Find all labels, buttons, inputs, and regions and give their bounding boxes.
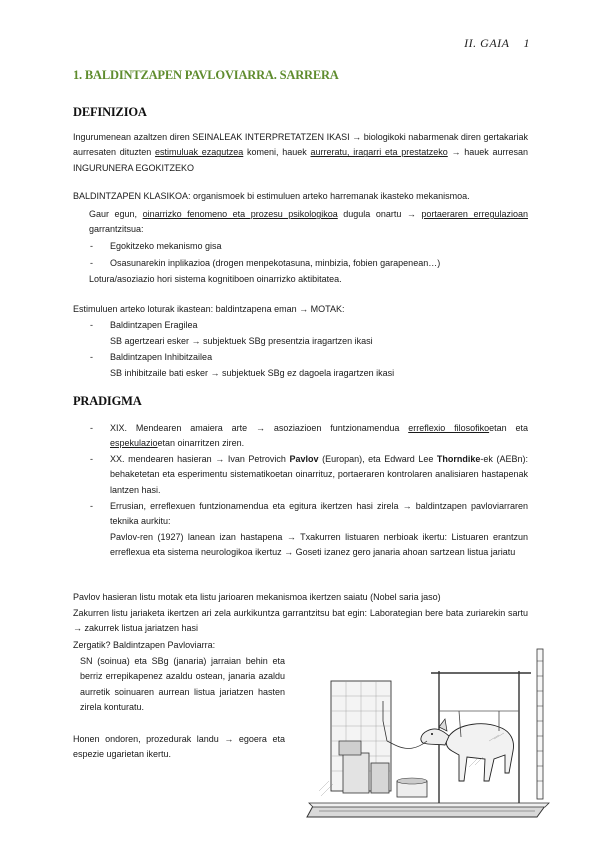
klasikoa-closing: Lotura/asoziazio hori sistema kognitiboen oinarrizko aktibitatea. (89, 274, 342, 284)
paragraph: Zergatik? Baldintzapen Pavloviarra: (73, 640, 216, 650)
klasikoa-paragraph: Gaur egun, oinarrizko fenomeno eta prozesu psikologikoa dugula onartu → portaeraren erregulazioan garrantzitsua: (89, 209, 528, 235)
list-item: XIX. Mendearen amaiera arte → asoziazioen funtzionamendua erreflexio filosofikoetan eta espekulazioetan oinarritzen ziren. (110, 423, 529, 449)
heading-pradigma: PRADIGMA (73, 394, 142, 408)
heading-definizioa: DEFINIZIOA (73, 105, 147, 119)
underlined-term: estimuluak ezagutzea (155, 147, 244, 158)
bullet-dash: - (90, 241, 93, 251)
underlined-term: oinarrizko fenomeno eta prozesu psikologikoa (142, 209, 338, 219)
paragraph-definition: Ingurumenean azaltzen diren SEINALEAK INTERPRETATZEN IKASI → biologikoki nabarmenak diren gertakariak aurresaten dituzten estimuluak ezagutzea komeni, hauek aurreratu, iragarri eta prestatzeko → hauek aurresan INGURUNERA EGOKITZEKO (73, 132, 528, 173)
page-number: 1 (523, 36, 530, 50)
page-header (464, 36, 530, 51)
klasikoa-intro: BALDINTZAPEN KLASIKOA: organismoek bi estimuluen arteko harremanak ikasteko mekanismoa. (73, 191, 470, 201)
bullet-dash: - (90, 454, 93, 464)
bullet-dash: - (90, 352, 93, 362)
list-item: Errusian, erreflexuen funtzionamendua eta egitura ikertzen hasi zirela → baldintzapen pavloviarraren teknika aurkitu: (110, 501, 528, 527)
chapter-label: II. GAIA (464, 36, 510, 50)
list-item: Baldintzapen Eragilea (110, 320, 198, 330)
list-item-description: Pavlov-ren (1927) lanean izan hastapena → Txakurren listuaren nerbioak ikertu: Listuaren erantzun erreflexua eta sistema neurologikoa ikertuz → Goseti izanez gero janaria ahoan sartzean listua jariatu (110, 532, 528, 558)
underlined-term: erreflexio filosofiko (408, 423, 490, 433)
list-item-description: SB agertzeari esker → subjektuek SBg presentzia iragartzen ikasi (110, 336, 373, 346)
list-item: XX. mendearen hasieran → Ivan Petrovich Pavlov (Europan), eta Edward Lee Thorndike-ek (AEBn): behaketetan eta esperimentu sistematikoetan oinarrituz, portaeraren kontrolaren analisiaren hastapenak lantzen hasi. (110, 454, 528, 495)
list-item: Baldintzapen Inhibitzailea (110, 352, 213, 362)
bullet-dash: - (90, 501, 93, 511)
section-title: 1. BALDINTZAPEN PAVLOVIARRA. SARRERA (73, 68, 339, 82)
paragraph: Honen ondoren, prozedurak landu → egoera eta espezie ugarietan ikertu. (73, 734, 285, 760)
motak-intro: Estimuluen arteko loturak ikastean: baldintzapena eman → MOTAK: (73, 304, 345, 314)
bullet-dash: - (90, 423, 93, 433)
underlined-term: portaeraren erregulazioan (421, 209, 528, 219)
bullet-dash: - (90, 258, 93, 268)
name-pavlov: Pavlov (289, 454, 319, 464)
paragraph: Pavlov hasieran listu motak eta listu jarioaren mekanismoa ikertzen saiatu (Nobel saria jaso) (73, 592, 441, 602)
list-item-description: SB inhibitzaile bati esker → subjektuek SBg ez dagoela iragartzen ikasi (110, 368, 395, 378)
list-item: Egokitzeko mekanismo gisa (110, 241, 222, 251)
list-item: Osasunarekin inplikazioa (drogen menpekotasuna, minbizia, fobien garapenean…) (110, 258, 441, 268)
bullet-dash: - (90, 320, 93, 330)
pavlov-experiment-illustration (299, 641, 557, 827)
name-thorndike: Thorndike (436, 454, 481, 464)
pavlov-apparatus-drawing (299, 641, 557, 827)
underlined-term: aurreratu, iragarri eta prestatzeko (310, 147, 448, 158)
underlined-term: espekulazio (110, 438, 158, 449)
paragraph: SN (soinua) eta SBg (janaria) jarraian behin eta berriz errepikapenez azaldu ostean, janaria azaldu aurretik soinuaren aurrean listua jariatzen hasten zirela konturatu. (80, 656, 285, 712)
paragraph: Zakurren listu jariaketa ikertzen ari zela aurkikuntza garrantzitsu bat egin: Laborategian bere bata zuriarekin sartu → zakurrek listua jariatzen hasi (73, 608, 528, 634)
